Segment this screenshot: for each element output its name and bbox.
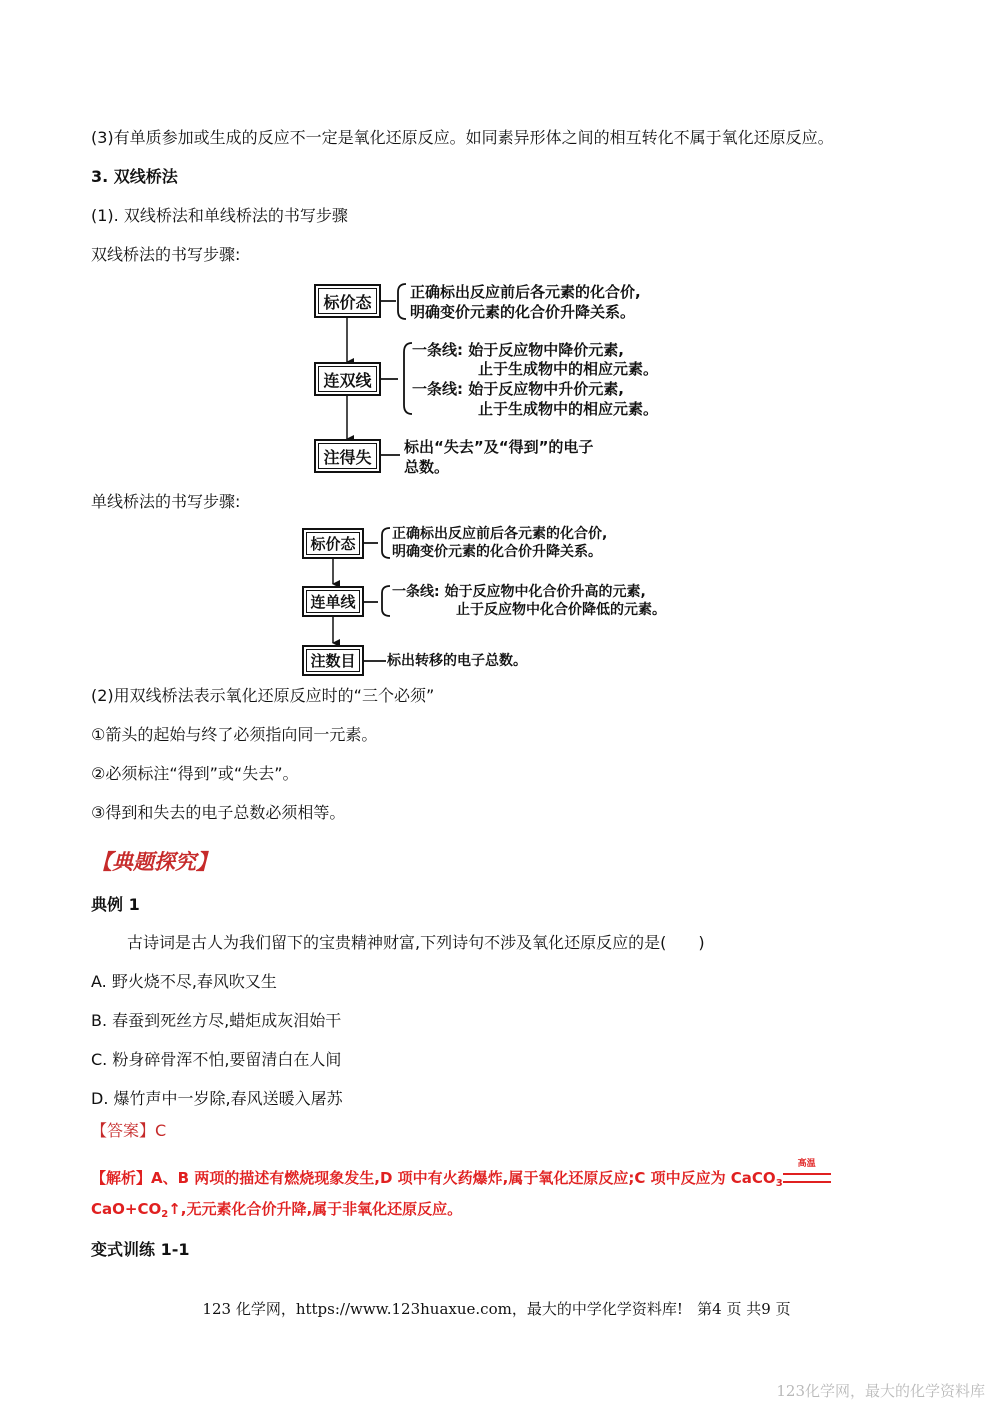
three-musts-heading: (2)用双线桥法表示氧化还原反应时的“三个必须” — [91, 686, 435, 705]
box-connect-single-label: 连单线 — [310, 593, 356, 611]
analysis-line-2 — [91, 1199, 921, 1225]
single-box3-line1: 标出转移的电子总数。 — [387, 653, 527, 669]
high-temp-condition — [783, 1159, 831, 1183]
answer-line — [91, 1121, 166, 1141]
double-box2-line1: 一条线: 始于反应物中降价元素, — [412, 341, 624, 359]
analysis-text-1: 【解析】A、B 两项的描述有燃烧现象发生,D 项中有火药爆炸,属于氧化还原反应;C 项中反应为 CaCO — [91, 1169, 776, 1187]
analysis-sub-2: 2 — [161, 1209, 169, 1220]
condition-label: 高温 — [797, 1159, 816, 1169]
box-connect-double-label: 连双线 — [323, 370, 372, 390]
analysis-text-2b: ↑,无元素化合价升降,属于非氧化还原反应。 — [168, 1200, 463, 1218]
double-box2-line4: 止于生成物中的相应元素。 — [478, 400, 659, 418]
box-mark-valence — [314, 284, 381, 318]
box-mark-valence-label: 标价态 — [323, 292, 372, 312]
single-steps-title: 单线桥法的书写步骤: — [91, 492, 241, 511]
analysis-line-1 — [91, 1159, 921, 1194]
option-b: B. 春蚕到死丝方尽,蜡炬成灰泪始干 — [91, 1011, 342, 1030]
example-question: 古诗词是古人为我们留下的宝贵精神财富,下列诗句不涉及氧化还原反应的是( ) — [127, 933, 705, 952]
option-c: C. 粉身碎骨浑不怕,要留清白在人间 — [91, 1050, 342, 1069]
analysis-sub-3: 3 — [775, 1178, 783, 1189]
answer-value: C — [155, 1121, 167, 1140]
box-connect-double — [314, 362, 381, 396]
box-note-gain-loss — [314, 439, 381, 473]
variant-training: 变式训练 1-1 — [91, 1240, 190, 1259]
equals-sign-icon — [783, 1173, 831, 1183]
footer-page: 第4 页 共9 页 — [697, 1300, 791, 1318]
double-box1-line2: 明确变价元素的化合价升降关系。 — [410, 303, 636, 321]
single-box1-line2: 明确变价元素的化合价升降关系。 — [392, 544, 602, 560]
page-footer — [0, 1298, 993, 1319]
example-title: 典例 1 — [91, 895, 140, 914]
box-note-count-label: 注数目 — [310, 652, 356, 670]
box-note-count — [302, 645, 364, 676]
answer-label: 【答案】 — [91, 1121, 156, 1140]
double-box2-line2: 止于生成物中的相应元素。 — [478, 360, 659, 378]
section-tag-typical-problems: 【典题探究】 — [91, 850, 217, 874]
single-box2-line1: 一条线: 始于反应物中化合价升高的元素, — [392, 584, 646, 600]
option-d: D. 爆竹声中一岁除,春风送暖入屠苏 — [91, 1089, 343, 1108]
double-box3-line1: 标出“失去”及“得到”的电子 — [404, 438, 594, 456]
analysis-text-2a: CaO+CO — [91, 1200, 162, 1218]
box-mark-valence-single-label: 标价态 — [310, 535, 356, 553]
double-steps-title: 双线桥法的书写步骤: — [91, 245, 241, 264]
single-box1-line1: 正确标出反应前后各元素的化合价, — [392, 526, 608, 542]
double-box1-line1: 正确标出反应前后各元素的化合价, — [410, 283, 641, 301]
subheading-steps: (1). 双线桥法和单线桥法的书写步骤 — [91, 206, 348, 225]
option-a: A. 野火烧不尽,春风吹又生 — [91, 972, 277, 991]
rule-1: ①箭头的起始与终了必须指向同一元素。 — [91, 725, 378, 744]
box-connect-single — [302, 586, 364, 617]
watermark: 123化学网，最大的化学资料库 — [776, 1382, 985, 1400]
heading-double-bridge: 3. 双线桥法 — [91, 167, 178, 186]
note-3: (3)有单质参加或生成的反应不一定是氧化还原反应。如同素异形体之间的相互转化不属于氧化还原反应。 — [91, 128, 834, 147]
single-box2-line2: 止于反应物中化合价降低的元素。 — [456, 602, 666, 618]
rule-2: ②必须标注“得到”或“失去”。 — [91, 764, 299, 783]
rule-3: ③得到和失去的电子总数必须相等。 — [91, 803, 346, 822]
box-note-gain-loss-label: 注得失 — [323, 447, 372, 467]
footer-text: 123 化学网，https://www.123huaxue.com，最大的中学化学资料库! — [202, 1300, 683, 1318]
double-box2-line3: 一条线: 始于反应物中升价元素, — [412, 380, 624, 398]
double-box3-line2: 总数。 — [404, 458, 450, 476]
box-mark-valence-single — [302, 528, 364, 559]
